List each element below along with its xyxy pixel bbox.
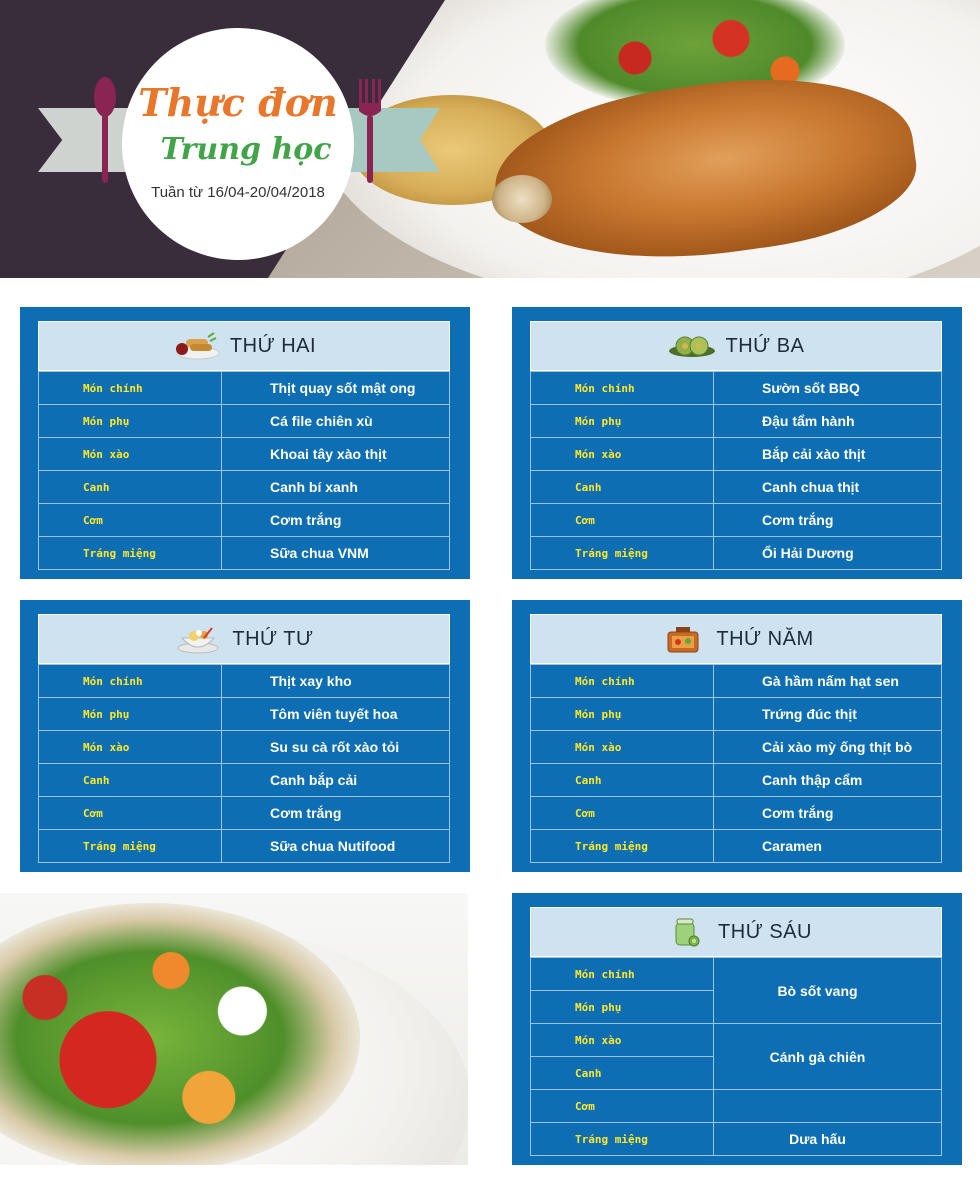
dish-cell: Cánh gà chiên	[714, 1024, 942, 1090]
table-row	[39, 372, 450, 405]
dish-cell: Cơm trắng	[222, 797, 450, 830]
day-title: THỨ NĂM	[716, 627, 814, 650]
table-row	[531, 830, 942, 863]
dish-cell: Canh bí xanh	[222, 471, 450, 504]
category-cell: Món phụ	[531, 405, 714, 438]
salad-photo	[0, 893, 468, 1165]
table-row	[39, 537, 450, 570]
category-cell: Món xào	[531, 731, 714, 764]
rice-cake-icon	[668, 331, 716, 361]
dish-cell: Bò sốt vang	[714, 958, 942, 1024]
dish-cell: Sườn sốt BBQ	[714, 372, 942, 405]
category-cell: Món phụ	[39, 698, 222, 731]
dish-cell: Trứng đúc thịt	[714, 698, 942, 731]
dish-cell: Bắp cải xào thịt	[714, 438, 942, 471]
menu-table	[530, 664, 942, 863]
table-row	[39, 504, 450, 537]
category-cell: Món phụ	[39, 405, 222, 438]
dish-cell: Canh chua thịt	[714, 471, 942, 504]
category-cell: Món phụ	[531, 698, 714, 731]
category-cell: Cơm	[531, 504, 714, 537]
day-title: THỨ SÁU	[718, 920, 812, 943]
table-row	[531, 372, 942, 405]
menu-table	[38, 371, 450, 570]
day-header	[530, 907, 942, 957]
category-cell: Món chính	[39, 372, 222, 405]
dish-cell: Dưa hấu	[714, 1123, 942, 1156]
category-cell: Món xào	[39, 731, 222, 764]
day-title: THỨ BA	[725, 334, 805, 357]
table-row	[39, 797, 450, 830]
dish-cell: Tôm viên tuyết hoa	[222, 698, 450, 731]
dish-cell: Thịt quay sốt mật ong	[222, 372, 450, 405]
spring-rolls-icon	[172, 331, 220, 361]
table-row	[531, 797, 942, 830]
day-title: THỨ TƯ	[232, 627, 314, 650]
table-row	[531, 1090, 942, 1123]
dish-cell: Cơm trắng	[714, 797, 942, 830]
table-row	[531, 438, 942, 471]
dish-cell: Su su cà rốt xào tỏi	[222, 731, 450, 764]
table-row	[531, 1024, 942, 1057]
category-cell: Tráng miệng	[531, 537, 714, 570]
category-cell: Tráng miệng	[39, 537, 222, 570]
menu-table	[38, 664, 450, 863]
menu-table	[530, 957, 942, 1156]
category-cell: Cơm	[531, 797, 714, 830]
hotpot-icon	[658, 624, 706, 654]
category-cell: Canh	[531, 764, 714, 797]
table-row	[531, 698, 942, 731]
day-card-wednesday	[20, 600, 470, 872]
table-row	[531, 1123, 942, 1156]
table-row	[531, 665, 942, 698]
fork-icon	[355, 75, 385, 185]
day-card-tuesday	[512, 307, 962, 579]
dish-cell: Sữa chua VNM	[222, 537, 450, 570]
category-cell: Món chính	[531, 958, 714, 991]
dish-cell: Thịt xay kho	[222, 665, 450, 698]
header-banner	[0, 0, 980, 278]
dish-cell: Canh bắp cải	[222, 764, 450, 797]
day-header	[530, 321, 942, 371]
day-card-monday	[20, 307, 470, 579]
table-row	[531, 958, 942, 991]
title-badge	[122, 28, 354, 260]
dish-cell: Caramen	[714, 830, 942, 863]
dish-cell: Cơm trắng	[222, 504, 450, 537]
dish-cell-empty	[714, 1090, 942, 1123]
dish-cell: Canh thập cẩm	[714, 764, 942, 797]
table-row	[531, 471, 942, 504]
menu-title: Thực đơn	[138, 80, 338, 125]
category-cell: Món chính	[531, 665, 714, 698]
day-title: THỨ HAI	[229, 334, 317, 357]
table-row	[531, 405, 942, 438]
category-cell: Món chính	[39, 665, 222, 698]
table-row	[39, 665, 450, 698]
category-cell: Canh	[531, 1057, 714, 1090]
dish-cell: Ổi Hải Dương	[714, 537, 942, 570]
category-cell: Món phụ	[531, 991, 714, 1024]
dish-cell: Cá file chiên xù	[222, 405, 450, 438]
noodle-bowl-icon	[174, 624, 222, 654]
category-cell: Tráng miệng	[531, 830, 714, 863]
category-cell: Món xào	[531, 438, 714, 471]
dish-cell: Cơm trắng	[714, 504, 942, 537]
dish-cell: Đậu tẩm hành	[714, 405, 942, 438]
category-cell: Canh	[531, 471, 714, 504]
category-cell: Cơm	[39, 504, 222, 537]
table-row	[39, 830, 450, 863]
table-row	[531, 731, 942, 764]
drumstick-bone-image	[492, 175, 552, 223]
category-cell: Tráng miệng	[39, 830, 222, 863]
table-row	[39, 698, 450, 731]
day-card-thursday	[512, 600, 962, 872]
category-cell: Cơm	[39, 797, 222, 830]
dish-cell: Khoai tây xào thịt	[222, 438, 450, 471]
day-header	[38, 614, 450, 664]
dish-cell: Gà hầm nấm hạt sen	[714, 665, 942, 698]
table-row	[39, 764, 450, 797]
menu-table	[530, 371, 942, 570]
table-row	[531, 764, 942, 797]
dish-cell: Cải xào mỳ ống thịt bò	[714, 731, 942, 764]
week-range: Tuần từ 16/04-20/04/2018	[151, 184, 325, 201]
category-cell: Món xào	[531, 1024, 714, 1057]
dish-cell: Sữa chua Nutifood	[222, 830, 450, 863]
table-row	[39, 471, 450, 504]
category-cell: Canh	[39, 764, 222, 797]
category-cell: Món chính	[531, 372, 714, 405]
category-cell: Tráng miệng	[531, 1123, 714, 1156]
table-row	[39, 438, 450, 471]
category-cell: Canh	[39, 471, 222, 504]
day-header	[530, 614, 942, 664]
smoothie-jar-icon	[660, 917, 708, 947]
day-card-friday	[512, 893, 962, 1165]
table-row	[531, 537, 942, 570]
spoon-icon	[90, 75, 120, 185]
table-row	[39, 405, 450, 438]
category-cell: Món xào	[39, 438, 222, 471]
day-header	[38, 321, 450, 371]
table-row	[531, 504, 942, 537]
category-cell: Cơm	[531, 1090, 714, 1123]
table-row	[39, 731, 450, 764]
menu-subtitle: Trung học	[160, 132, 332, 167]
